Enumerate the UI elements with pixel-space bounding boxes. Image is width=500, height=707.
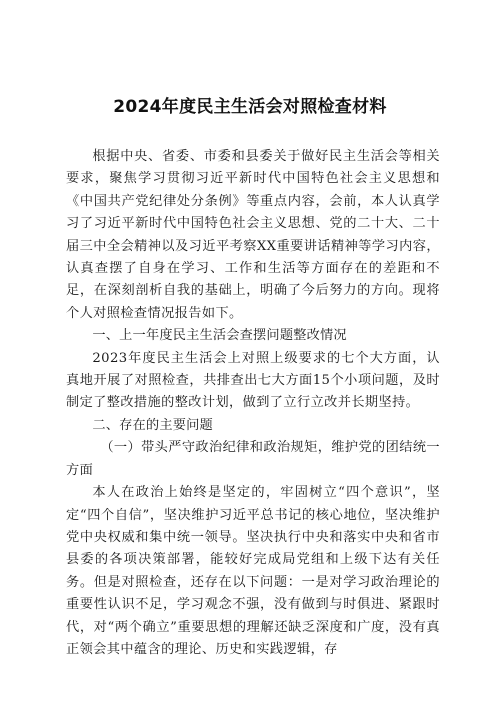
previous-rectification-paragraph: 2023年度民主生活会上对照上级要求的七个大方面，认真地开展了对照检查，共排查出七大方面15个小项问题，及时制定了整改措施的整改计划，做到了立行立改并长期坚持。 (66, 350, 440, 411)
intro-paragraph: 根据中央、省委、市委和县委关于做好民主生活会等相关要求，聚焦学习贯彻习近平新时代中国特色社会主义思想和《中国共产党纪律处分条例》等重点内容，会前，本人认真学习了习近平新时代中国特色社会主义思想、党的二十大、二十届三中全会精神以及习近平考察XX重要讲话精神等学习内容，认真查摆了自身在学习、工作和生活等方面存在的差距和不足，在深刻剖析自我的基础上，明确了今后努力的方向。现将个人对照检查情况报告如下。 (66, 149, 440, 321)
political-discipline-paragraph: 本人在政治上始终是坚定的，牢固树立“四个意识”，坚定“四个自信”，坚决维护习近平总书记的核心地位，坚决维护党中央权威和集中统一领导。坚决执行中央和落实中央和省市县委的各项决策部署，能较好完成局党组和上级下达有关任务。但是对照检查，还存在以下问题：一是对学习政治理论的重要性认识不足，学习观念不强，没有做到与时俱进、紧跟时代，对“两个确立”重要思想的理解还缺乏深度和广度，没有真正领会其中蕴含的理论、历史和实践逻辑，存 (66, 485, 440, 657)
document-title: 2024年度民主生活会对照检查材料 (113, 97, 387, 117)
document-body (66, 146, 440, 661)
section-heading-previous-rectification: 一、上一年度民主生活会查摆问题整改情况 (92, 328, 347, 344)
section-heading-main-problems: 二、存在的主要问题 (92, 417, 213, 433)
subsection-heading-political-discipline: （一）带头严守政治纪律和政治规矩，维护党的团结统一方面 (66, 440, 440, 478)
